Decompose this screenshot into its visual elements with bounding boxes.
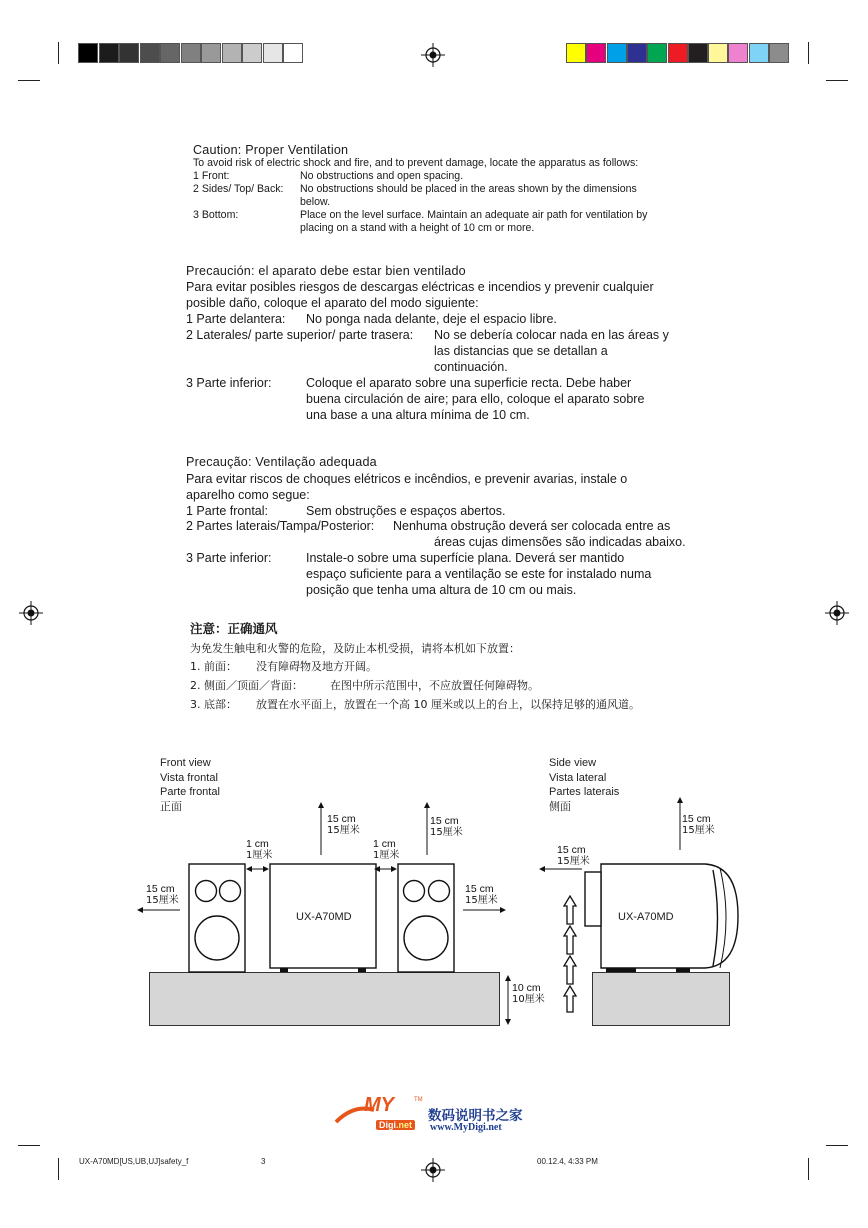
es-item-3-text: Coloque el aparato sobre una superficie recta. Debe haber [306,376,632,390]
footer-filename: UX-A70MD[US,UB,UJ]safety_f [79,1157,189,1166]
pt-intro: Para evitar riscos de choques elétricos e incêndios, e prevenir avarias, instale o [186,472,628,486]
es-intro: posible daño, coloque el aparato del modo siguiente: [186,296,479,310]
footer-page: 3 [261,1157,266,1166]
logo-tm: TM [414,1097,423,1103]
logo-my: MY [364,1094,394,1116]
front-view-label: Front view [160,757,211,769]
dim-side-back: 15 cm 15厘米 [557,844,590,867]
es-item-3-label: 3 Parte inferior: [186,376,272,390]
cn-title: 注意：正确通风 [190,621,278,636]
front-view-label: 正面 [160,799,182,813]
es-item-1-label: 1 Parte delantera: [186,312,286,326]
right-speaker [398,864,454,972]
dim-left: 15 cm 15厘米 [146,883,179,906]
es-item-2-text: las distancias que se detallan a [434,344,608,358]
pt-item-1-text: Sem obstruções e espaços abertos. [306,504,506,518]
en-intro: To avoid risk of electric shock and fire, and to prevent damage, locate the apparatus as follows: [193,157,639,169]
pt-item-3-label: 3 Parte inferior: [186,551,272,565]
es-intro: Para evitar posibles riesgos de descargas eléctricas e incendios y prevenir cualquier [186,280,654,294]
front-view-label: Parte frontal [160,786,220,798]
logo-url: www.MyDigi.net [430,1122,502,1133]
logo-digi-net [376,1120,415,1130]
side-view-label: Vista lateral [549,771,607,784]
logo-digi: Digi [379,1120,396,1130]
es-title: Precaución: el aparato debe estar bien ventilado [186,264,466,278]
es-item-2-text: No se debería colocar nada en las áreas y [434,328,669,342]
pt-item-2-text: áreas cujas dimensões são indicadas abaixo. [434,535,686,549]
pt-item-3-text: espaço suficiente para a ventilação se este for instalado numa [306,567,652,581]
pt-intro: aparelho como segue: [186,488,310,502]
dim-gap-left: 1 cm 1厘米 [246,838,273,861]
en-item-2-text: No obstructions should be placed in the areas shown by the dimensions [300,183,637,195]
dim-side-top: 15 cm 15厘米 [682,813,715,836]
en-item-1-text: No obstructions and open spacing. [300,170,464,182]
es-item-2-text: continuación. [434,360,508,374]
es-item-1-text: No ponga nada delante, deje el espacio libre. [306,312,557,326]
mydigi-logo [334,1094,534,1140]
en-item-2-label: 2 Sides/ Top/ Back: [193,183,284,195]
en-item-3-text: placing on a stand with a height of 10 cm or more. [300,222,535,234]
logo-net: .net [396,1120,413,1130]
en-item-1-label: 1 Front: [193,170,230,182]
en-item-3-text: Place on the level surface. Maintain an adequate air path for ventilation by [300,209,648,221]
cn-item-1-label: 1. 前面： [190,660,237,673]
cn-item-3-text: 放置在水平面上，放置在一个高 10 厘米或以上的台上，以保持足够的通风道。 [256,698,640,711]
pt-item-3-text: Instale-o sobre uma superfície plana. Deverá ser mantido [306,551,625,565]
es-item-3-text: buena circulación de aire; para ello, coloque el aparato sobre [306,392,645,406]
cn-item-1-text: 没有障碍物及地方开阔。 [256,660,377,673]
pt-item-2-text: Nenhuma obstrução deverá ser colocada entre as [393,519,671,533]
logo-cn-name: 数码说明书之家 [428,1108,523,1124]
dim-top-center: 15 cm 15厘米 [327,813,360,836]
pt-item-1-label: 1 Parte frontal: [186,504,268,518]
left-speaker [189,864,245,972]
footer-timestamp: 00.12.4, 4:33 PM [537,1157,598,1166]
airflow-arrow-icon [564,896,576,1012]
dim-right: 15 cm 15厘米 [465,883,498,906]
cn-item-2-label: 2. 侧面／顶面／背面： [190,679,303,692]
pt-title: Precaução: Ventilação adequada [186,455,377,469]
dim-bottom: 10 cm 10厘米 [512,982,545,1005]
pt-item-3-text: posição que tenha uma altura de 10 cm ou mais. [306,583,577,597]
pt-item-2-label: 2 Partes laterais/Tampa/Posterior: [186,519,375,533]
side-view-label: 侧面 [549,799,571,813]
dim-top-right-speaker: 15 cm 15厘米 [430,815,463,838]
en-title: Caution: Proper Ventilation [193,143,349,157]
es-item-2-label: 2 Laterales/ parte superior/ parte trasera: [186,328,414,342]
cn-item-3-label: 3. 底部： [190,698,237,711]
en-item-3-label: 3 Bottom: [193,209,239,221]
side-view-label: Side view [549,757,597,769]
es-item-3-text: una base a una altura mínima de 10 cm. [306,408,530,422]
model-label-side: UX-A70MD [618,911,674,923]
model-label-front: UX-A70MD [296,911,352,923]
cn-item-2-text: 在图中所示范围中，不应放置任何障碍物。 [330,679,539,692]
cn-intro: 为免发生触电和火警的危险，及防止本机受损，请将本机如下放置： [190,642,520,655]
front-view-label: Vista frontal [160,771,218,784]
side-view-label: Partes laterais [549,786,620,798]
dim-gap-right: 1 cm 1厘米 [373,838,400,861]
en-item-2-text: below. [300,196,331,208]
